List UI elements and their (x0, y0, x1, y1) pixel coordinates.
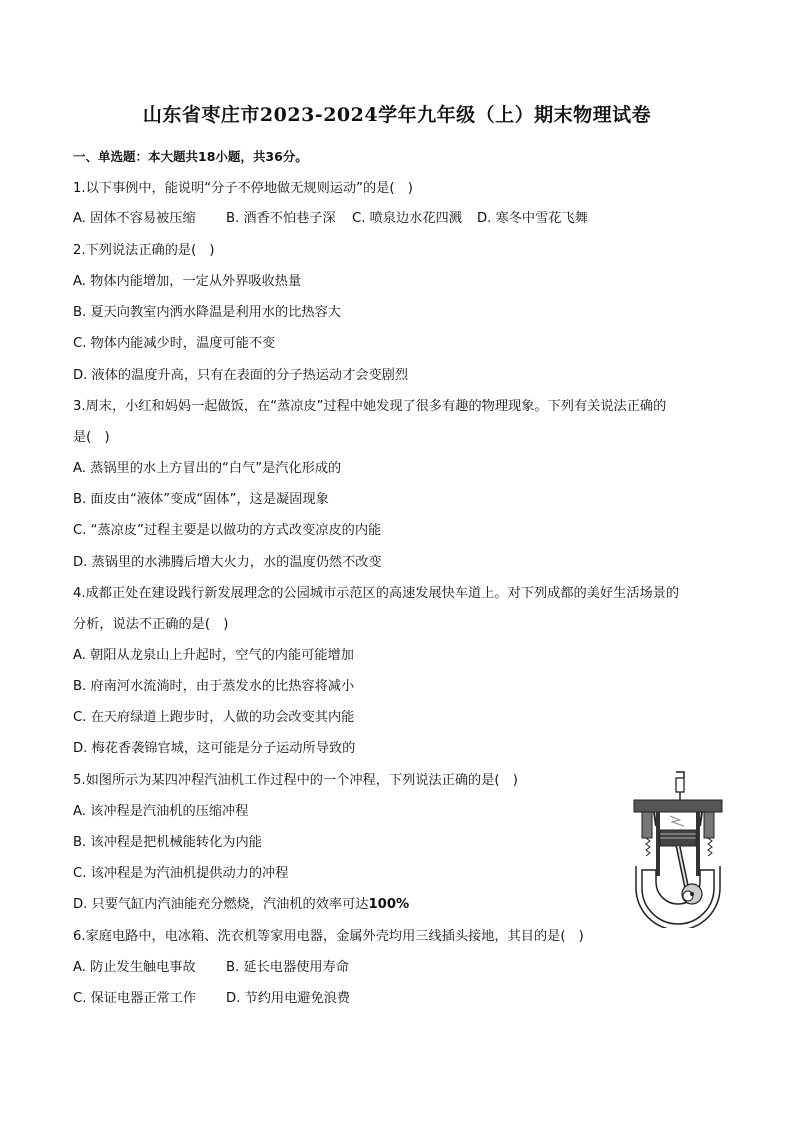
q1-stem: 1.以下事例中，能说明“分子不停地做无规则运动”的是( ) (73, 181, 413, 196)
q6-options-row1 (73, 956, 349, 975)
q4-stem-line2: 分析，说法不正确的是( ) (73, 617, 229, 632)
q3-option-b: B. 面皮由“液体”变成“固体”，这是凝固现象 (73, 492, 329, 507)
q4-option-d: D. 梅花香袭锦官城，这可能是分子运动所导致的 (73, 741, 356, 756)
q5-option-d-text: D. 只要气缸内汽油能充分燃烧，汽油机的效率可达 (73, 897, 369, 912)
q2-stem: 2.下列说法正确的是( ) (73, 243, 215, 258)
page-title: 山东省枣庄市2023-2024学年九年级（上）期末物理试卷 (142, 104, 652, 126)
q5-stem: 5.如图所示为某四冲程汽油机工作过程中的一个冲程，下列说法正确的是( ) (73, 773, 518, 788)
section-heading: 一、单选题：本大题共18小题，共36分。 (73, 149, 308, 164)
q5-option-d (73, 893, 409, 912)
q2-option-a: A. 物体内能增加，一定从外界吸收热量 (73, 274, 302, 289)
q3-stem-line2: 是( ) (73, 430, 110, 445)
q3-option-a: A. 蒸锅里的水上方冒出的“白气”是汽化形成的 (73, 461, 342, 476)
q1-option-b: B. 酒香不怕巷子深 (226, 211, 336, 226)
engine-stroke-figure (632, 770, 724, 928)
q4-option-c: C. 在天府绿道上跑步时，人做的功会改变其内能 (73, 710, 355, 725)
q3-stem-line1: 3.周末，小红和妈妈一起做饭，在“蒸凉皮”过程中她发现了很多有趣的物理现象。下列有关说法正确的 (73, 399, 667, 414)
q6-option-d: D. 节约用电避免浪费 (226, 991, 351, 1006)
q1-option-d: D. 寒冬中雪花飞舞 (477, 211, 588, 226)
q5-option-d-percent: 100% (368, 897, 410, 912)
q5-option-a: A. 该冲程是汽油机的压缩冲程 (73, 804, 249, 819)
q2-option-b: B. 夏天向教室内洒水降温是利用水的比热容大 (73, 305, 341, 320)
q3-option-c: C. “蒸凉皮”过程主要是以做功的方式改变凉皮的内能 (73, 523, 382, 538)
q2-option-d: D. 液体的温度升高，只有在表面的分子热运动才会变剧烈 (73, 368, 409, 383)
q4-option-b: B. 府南河水流淌时，由于蒸发水的比热容将减小 (73, 679, 355, 694)
q4-stem-line1: 4.成都正处在建设践行新发展理念的公园城市示范区的高速发展快车道上。对下列成都的美好生活场景的 (73, 586, 680, 601)
q3-option-d: D. 蒸锅里的水沸腾后增大火力，水的温度仍然不改变 (73, 555, 382, 570)
q6-option-b: B. 延长电器使用寿命 (226, 960, 349, 975)
q1-option-a: A. 固体不容易被压缩 (73, 211, 196, 226)
q5-option-c: C. 该冲程是为汽油机提供动力的冲程 (73, 866, 289, 881)
q1-options (73, 207, 588, 226)
q1-option-c: C. 喷泉边水花四溅 (352, 211, 462, 226)
q6-stem: 6.家庭电路中，电冰箱、洗衣机等家用电器，金属外壳均用三线插头接地，其目的是( ) (73, 929, 584, 944)
q5-option-b: B. 该冲程是把机械能转化为内能 (73, 835, 262, 850)
q6-option-c: C. 保证电器正常工作 (73, 991, 197, 1006)
q6-option-a: A. 防止发生触电事故 (73, 960, 196, 975)
q2-option-c: C. 物体内能减少时，温度可能不变 (73, 336, 276, 351)
q4-option-a: A. 朝阳从龙泉山上升起时，空气的内能可能增加 (73, 648, 354, 663)
q6-options-row2 (73, 987, 350, 1006)
